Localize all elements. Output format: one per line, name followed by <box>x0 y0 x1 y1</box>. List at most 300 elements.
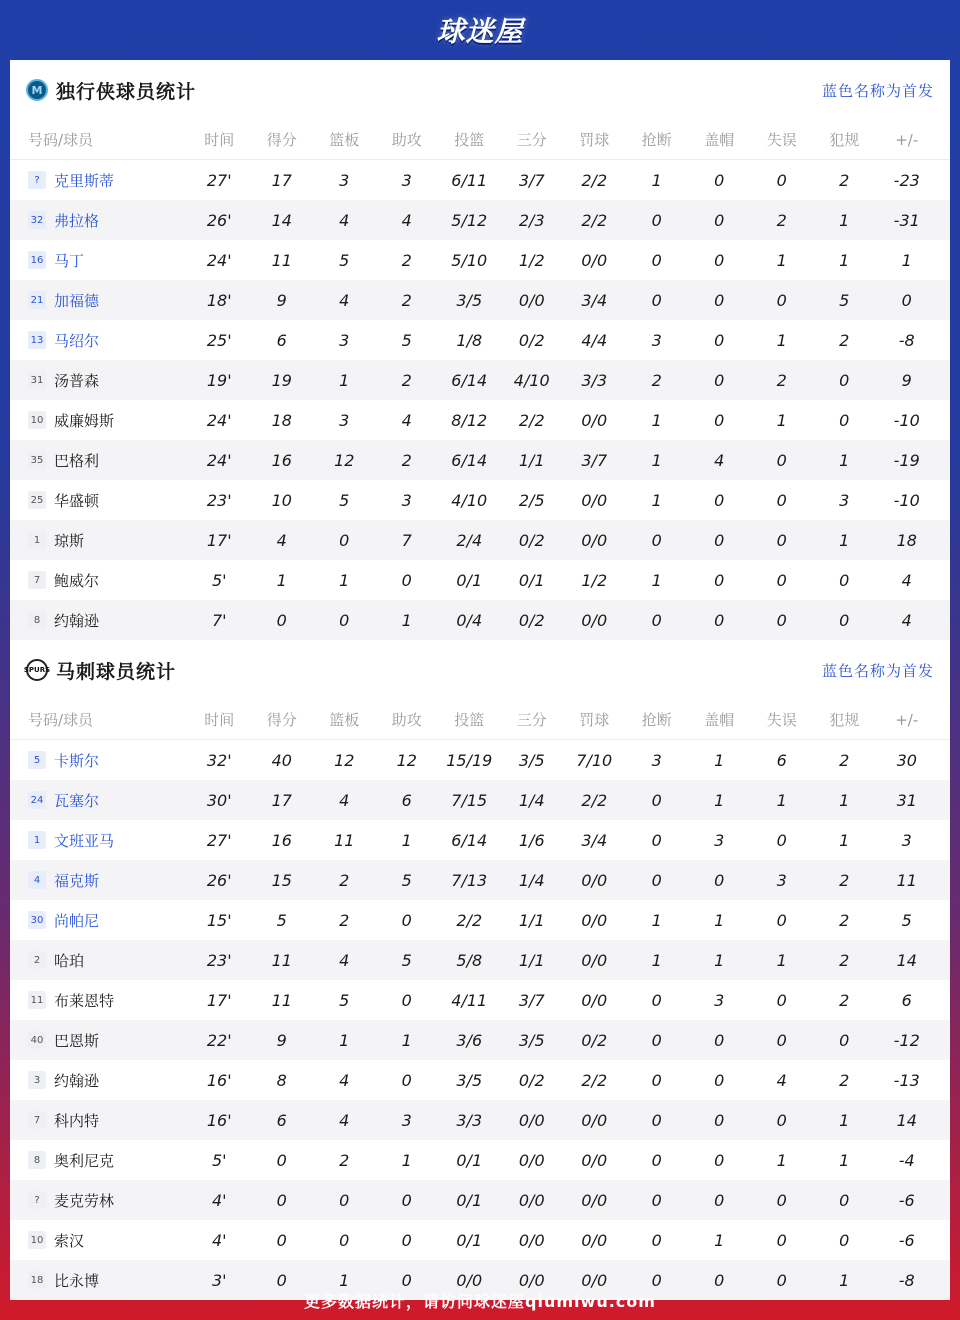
stat-cell: 4 <box>776 1070 787 1090</box>
stat-cell: 1 <box>339 1270 350 1290</box>
stat-cell: 0 <box>401 910 412 930</box>
player-name[interactable]: 华盛顿 <box>54 491 100 510</box>
stat-cell: 4 <box>339 950 350 970</box>
stat-cell: 18 <box>271 410 292 430</box>
stat-cell: 17 <box>271 170 292 190</box>
footer-banner <box>0 1280 960 1320</box>
stat-cell: 1 <box>776 790 787 810</box>
player-name[interactable]: 卡斯尔 <box>54 751 100 770</box>
stat-cell: -10 <box>893 490 920 510</box>
jersey-number-badge: 25 <box>28 491 46 509</box>
player-name[interactable]: 鲍威尔 <box>54 571 100 590</box>
stat-cell: 0 <box>339 530 350 550</box>
stat-cell: 17' <box>206 530 232 550</box>
stat-cell: 23' <box>206 490 232 510</box>
stat-cell: 3 <box>339 170 350 190</box>
stat-cell: 1/2 <box>518 250 545 270</box>
player-row[interactable] <box>10 520 950 560</box>
section-title: 独行侠球员统计 <box>56 80 197 103</box>
stat-cell: -13 <box>893 1070 920 1090</box>
stat-cell: 0/0 <box>581 1270 608 1290</box>
column-header: 三分 <box>516 131 547 149</box>
spurs-logo: SPURS <box>26 659 48 681</box>
stat-cell: 5 <box>401 330 412 350</box>
jersey-number-badge: 35 <box>28 451 46 469</box>
stat-cell: 6/14 <box>451 830 488 850</box>
stat-cell: 14 <box>271 210 292 230</box>
stat-cell: 3/4 <box>581 830 608 850</box>
jersey-number-badge: 24 <box>28 791 46 809</box>
stat-cell: 1 <box>651 490 662 510</box>
stat-cell: 8/12 <box>451 410 488 430</box>
stat-cell: 0 <box>651 530 662 550</box>
stat-cell: 0 <box>776 1270 787 1290</box>
stat-cell: 0/0 <box>518 1270 545 1290</box>
stat-cell: 3 <box>339 330 350 350</box>
stat-cell: 1/1 <box>518 950 545 970</box>
stat-cell: -23 <box>893 170 920 190</box>
stat-cell: 0 <box>651 990 662 1010</box>
column-header: 时间 <box>204 711 235 729</box>
brand-logo: 球迷屋 <box>436 15 524 48</box>
player-name[interactable]: 巴格利 <box>54 451 100 470</box>
player-row[interactable] <box>10 940 950 980</box>
stat-cell: 5 <box>339 990 350 1010</box>
player-row[interactable] <box>10 1060 950 1100</box>
stat-cell: 4 <box>714 450 725 470</box>
player-row[interactable] <box>10 900 950 940</box>
player-cell <box>10 790 188 811</box>
stat-cell: -8 <box>898 1270 915 1290</box>
player-row[interactable] <box>10 860 950 900</box>
jersey-number-badge: 8 <box>28 1151 46 1169</box>
stat-cell: 3 <box>401 1110 412 1130</box>
stat-cell: 5' <box>211 570 227 590</box>
stat-cell: 0 <box>276 1230 287 1250</box>
stat-cell: 0 <box>839 610 850 630</box>
stat-cell: 0 <box>651 1070 662 1090</box>
player-name[interactable]: 马绍尔 <box>54 331 100 350</box>
player-row[interactable] <box>10 280 950 320</box>
stat-cell: 10 <box>271 490 292 510</box>
player-name[interactable]: 加福德 <box>54 291 100 310</box>
column-header: 时间 <box>204 131 235 149</box>
player-cell <box>10 330 188 351</box>
stat-cell: 3 <box>401 490 412 510</box>
player-row[interactable] <box>10 360 950 400</box>
player-name[interactable]: 约翰逊 <box>54 1071 100 1090</box>
player-name[interactable]: 哈珀 <box>54 951 85 970</box>
stat-cell: 0/1 <box>456 1150 483 1170</box>
stat-cell: 0 <box>714 1270 725 1290</box>
section-title: 马刺球员统计 <box>56 660 177 683</box>
stat-cell: 3' <box>211 1270 227 1290</box>
stat-cell: 6/14 <box>451 450 488 470</box>
player-row[interactable] <box>10 1100 950 1140</box>
jersey-number-badge: 10 <box>28 411 46 429</box>
stat-cell: 2 <box>839 870 850 890</box>
player-name[interactable]: 比永博 <box>54 1271 100 1290</box>
section-title-wrap <box>23 657 177 684</box>
player-name[interactable]: 奥利尼克 <box>54 1151 115 1170</box>
stat-cell: -10 <box>893 410 920 430</box>
column-header: 罚球 <box>579 131 610 149</box>
player-cell <box>10 910 188 931</box>
player-name[interactable]: 琼斯 <box>54 531 85 550</box>
player-name[interactable]: 弗拉格 <box>54 211 100 230</box>
stat-cell: 2 <box>839 750 850 770</box>
stat-cell: 5 <box>276 910 287 930</box>
stat-cell: 1 <box>776 250 787 270</box>
player-cell <box>10 570 188 591</box>
stat-cell: 1/8 <box>456 330 483 350</box>
stat-cell: 19 <box>271 370 292 390</box>
stat-cell: 9 <box>276 1030 287 1050</box>
stat-cell: 0/0 <box>581 530 608 550</box>
stat-cell: 6 <box>276 330 287 350</box>
player-row[interactable] <box>10 480 950 520</box>
player-cell <box>10 530 188 551</box>
player-name[interactable]: 科内特 <box>54 1111 100 1130</box>
column-header: 篮板 <box>329 131 360 149</box>
column-header: +/- <box>895 130 919 149</box>
stat-cell: 6 <box>401 790 412 810</box>
stat-cell: 16 <box>271 450 292 470</box>
player-cell <box>10 1070 188 1091</box>
player-row[interactable] <box>10 440 950 480</box>
player-row[interactable] <box>10 1020 950 1060</box>
column-header: 投篮 <box>454 131 485 149</box>
player-cell <box>10 1190 188 1211</box>
starter-legend: 蓝色名称为首发 <box>821 661 934 680</box>
stat-cell: 2/4 <box>456 530 483 550</box>
stat-cell: 0 <box>276 1270 287 1290</box>
stat-cell: 1 <box>714 910 725 930</box>
stat-cell: 0 <box>776 530 787 550</box>
stat-cell: 2 <box>776 210 787 230</box>
stat-cell: 0 <box>276 610 287 630</box>
stat-cell: 18 <box>896 530 917 550</box>
stat-cell: 4/4 <box>581 330 608 350</box>
player-row[interactable] <box>10 980 950 1020</box>
player-cell <box>10 250 188 271</box>
table-header-row <box>10 120 950 160</box>
player-name[interactable]: 索汉 <box>54 1231 85 1250</box>
stat-cell: 0 <box>651 1270 662 1290</box>
player-row[interactable] <box>10 400 950 440</box>
stat-cell: 7/13 <box>451 870 488 890</box>
stat-cell: 24' <box>206 410 232 430</box>
player-cell <box>10 950 188 971</box>
stat-cell: 1 <box>839 530 850 550</box>
stat-cell: 0/2 <box>581 1030 608 1050</box>
stat-cell: 4 <box>901 570 912 590</box>
stat-cell: 0 <box>714 530 725 550</box>
stat-cell: 1 <box>839 210 850 230</box>
stat-cell: 1 <box>651 410 662 430</box>
stat-cell: 3/7 <box>518 170 545 190</box>
player-name[interactable]: 克里斯蒂 <box>54 171 115 190</box>
section-header <box>10 60 950 120</box>
stat-cell: 3 <box>901 830 912 850</box>
column-header: +/- <box>895 710 919 729</box>
player-cell <box>10 1110 188 1131</box>
player-cell <box>10 450 188 471</box>
stat-cell: 27' <box>206 830 232 850</box>
stat-cell: 0/1 <box>518 570 545 590</box>
stat-cell: 5' <box>211 1150 227 1170</box>
stat-cell: 0 <box>714 330 725 350</box>
column-header: 盖帽 <box>704 131 735 149</box>
stat-cell: 1 <box>651 910 662 930</box>
stat-cell: 1 <box>776 330 787 350</box>
stat-cell: 18' <box>206 290 232 310</box>
stat-cell: 31 <box>896 790 917 810</box>
stat-cell: 0 <box>776 1110 787 1130</box>
stat-cell: 3/5 <box>518 1030 545 1050</box>
stat-cell: 1 <box>401 610 412 630</box>
stat-cell: 4 <box>901 610 912 630</box>
jersey-number-badge: 32 <box>28 211 46 229</box>
column-header: 号码/球员 <box>28 131 94 149</box>
player-row[interactable] <box>10 1220 950 1260</box>
stat-cell: 5/12 <box>451 210 488 230</box>
jersey-number-badge: ? <box>28 171 46 189</box>
column-header: 失误 <box>766 131 797 149</box>
stat-cell: 0 <box>901 290 912 310</box>
stats-panel <box>10 60 950 1290</box>
mavericks-logo: M <box>26 79 48 101</box>
player-name[interactable]: 约翰逊 <box>54 611 100 630</box>
stat-cell: 5 <box>901 910 912 930</box>
stat-cell: 0 <box>714 1150 725 1170</box>
player-row[interactable] <box>10 820 950 860</box>
jersey-number-badge: 18 <box>28 1271 46 1289</box>
stat-cell: 2/2 <box>518 410 545 430</box>
stat-cell: 0 <box>714 370 725 390</box>
jersey-number-badge: 4 <box>28 871 46 889</box>
column-header: 抢断 <box>641 711 672 729</box>
player-cell <box>10 370 188 391</box>
stat-cell: 0/0 <box>581 1190 608 1210</box>
stat-cell: 1 <box>651 170 662 190</box>
stat-cell: 5 <box>401 950 412 970</box>
stat-cell: -8 <box>898 330 915 350</box>
stat-cell: 24' <box>206 450 232 470</box>
player-row[interactable] <box>10 740 950 780</box>
stat-cell: 3 <box>714 830 725 850</box>
stat-cell: 2 <box>776 370 787 390</box>
stat-cell: 0 <box>839 370 850 390</box>
jersey-number-badge: 11 <box>28 991 46 1009</box>
stat-cell: 1 <box>714 1230 725 1250</box>
column-header: 犯规 <box>829 131 860 149</box>
stat-cell: 0/0 <box>581 1150 608 1170</box>
stat-cell: 1 <box>901 250 912 270</box>
stat-cell: 1/4 <box>518 790 545 810</box>
stat-cell: 4 <box>276 530 287 550</box>
column-header: 罚球 <box>579 711 610 729</box>
stat-cell: 0/0 <box>581 1230 608 1250</box>
stat-cell: 0 <box>714 290 725 310</box>
stat-cell: -19 <box>893 450 920 470</box>
top-banner <box>0 0 960 60</box>
stat-cell: 1 <box>839 450 850 470</box>
player-row[interactable] <box>10 1140 950 1180</box>
player-row[interactable] <box>10 240 950 280</box>
stat-cell: 1/4 <box>518 870 545 890</box>
stat-cell: 2 <box>839 950 850 970</box>
player-name[interactable]: 麦克劳林 <box>54 1191 115 1210</box>
stat-cell: -6 <box>898 1190 915 1210</box>
jersey-number-badge: 2 <box>28 951 46 969</box>
player-name[interactable]: 巴恩斯 <box>54 1031 100 1050</box>
stat-cell: 0 <box>776 910 787 930</box>
stat-cell: 2/5 <box>518 490 545 510</box>
stat-cell: 11 <box>334 830 355 850</box>
player-row[interactable] <box>10 780 950 820</box>
stat-cell: 0 <box>776 170 787 190</box>
jersey-number-badge: 5 <box>28 751 46 769</box>
stat-cell: 0 <box>776 1230 787 1250</box>
player-row[interactable] <box>10 200 950 240</box>
stat-cell: 0 <box>651 1190 662 1210</box>
stat-cell: 0/0 <box>518 1190 545 1210</box>
stat-cell: 0 <box>651 210 662 230</box>
stat-cell: 1 <box>776 950 787 970</box>
player-row[interactable] <box>10 560 950 600</box>
stat-cell: 11 <box>271 990 292 1010</box>
stat-cell: 0 <box>714 1190 725 1210</box>
jersey-number-badge: 31 <box>28 371 46 389</box>
stat-cell: 0 <box>651 870 662 890</box>
stat-cell: 0/0 <box>581 870 608 890</box>
jersey-number-badge: 7 <box>28 1111 46 1129</box>
player-row[interactable] <box>10 320 950 360</box>
stat-cell: 1 <box>839 1110 850 1130</box>
stat-cell: 0 <box>339 610 350 630</box>
column-header: 犯规 <box>829 711 860 729</box>
stat-cell: 0 <box>401 1190 412 1210</box>
stat-cell: 0 <box>276 1150 287 1170</box>
stat-cell: 14 <box>896 1110 917 1130</box>
column-header: 投篮 <box>454 711 485 729</box>
stat-cell: 25' <box>206 330 232 350</box>
stat-cell: 0 <box>776 610 787 630</box>
player-name[interactable]: 马丁 <box>54 251 85 270</box>
stat-cell: 2/2 <box>581 170 608 190</box>
stat-cell: 5/8 <box>456 950 483 970</box>
stat-cell: 2 <box>401 450 412 470</box>
stat-cell: 0/0 <box>581 950 608 970</box>
stat-cell: 3/4 <box>581 290 608 310</box>
stat-cell: 16' <box>206 1110 232 1130</box>
stat-cell: 6 <box>901 990 912 1010</box>
stat-cell: 0 <box>651 790 662 810</box>
stat-cell: 3/6 <box>456 1030 483 1050</box>
player-name[interactable]: 文班亚马 <box>54 831 115 850</box>
stat-cell: 1 <box>839 830 850 850</box>
stat-cell: 5 <box>339 250 350 270</box>
player-name[interactable]: 瓦塞尔 <box>54 791 100 810</box>
stat-cell: 1 <box>839 1270 850 1290</box>
stat-cell: 2/2 <box>581 210 608 230</box>
stat-cell: 1 <box>714 950 725 970</box>
player-row[interactable] <box>10 600 950 640</box>
stat-cell: 1 <box>839 790 850 810</box>
stat-cell: 1 <box>401 830 412 850</box>
stat-cell: 3 <box>776 870 787 890</box>
stat-cell: 0/0 <box>518 1150 545 1170</box>
stat-cell: 2 <box>339 910 350 930</box>
stat-cell: 3/5 <box>518 750 545 770</box>
player-name[interactable]: 汤普森 <box>54 371 100 390</box>
player-row[interactable] <box>10 160 950 200</box>
stat-cell: 1 <box>651 570 662 590</box>
stat-cell: 0 <box>651 250 662 270</box>
stat-cell: 0 <box>339 1190 350 1210</box>
stat-cell: 0/0 <box>581 910 608 930</box>
stat-cell: 15/19 <box>446 750 493 770</box>
stat-cell: 14 <box>896 950 917 970</box>
stat-cell: 1 <box>339 1030 350 1050</box>
stat-cell: 19' <box>206 370 232 390</box>
column-header: 抢断 <box>641 131 672 149</box>
column-header: 失误 <box>766 711 797 729</box>
stat-cell: 26' <box>206 870 232 890</box>
stat-cell: 4' <box>211 1190 227 1210</box>
stat-cell: 0 <box>776 1190 787 1210</box>
stat-cell: 0/0 <box>518 1230 545 1250</box>
stat-cell: 11 <box>896 870 917 890</box>
column-header: 盖帽 <box>704 711 735 729</box>
stat-cell: 4 <box>401 210 412 230</box>
stat-cell: 1 <box>339 370 350 390</box>
stat-cell: 3 <box>651 750 662 770</box>
stat-cell: 3/3 <box>581 370 608 390</box>
stat-cell: 40 <box>271 750 292 770</box>
jersey-number-badge: 3 <box>28 1071 46 1089</box>
stat-cell: 32' <box>206 750 232 770</box>
stat-cell: 30' <box>206 790 232 810</box>
player-row[interactable] <box>10 1180 950 1220</box>
stat-cell: 1 <box>714 750 725 770</box>
section-header <box>10 640 950 700</box>
stat-cell: 4/10 <box>513 370 550 390</box>
player-name[interactable]: 威廉姆斯 <box>54 411 115 430</box>
stat-cell: 0/1 <box>456 570 483 590</box>
stat-cell: 9 <box>276 290 287 310</box>
stat-cell: 1/6 <box>518 830 545 850</box>
player-cell <box>10 990 188 1011</box>
player-name[interactable]: 福克斯 <box>54 871 100 890</box>
starter-legend: 蓝色名称为首发 <box>821 81 934 100</box>
stat-cell: 16 <box>271 830 292 850</box>
stat-cell: 15' <box>206 910 232 930</box>
player-name[interactable]: 尚帕尼 <box>54 911 100 930</box>
jersey-number-badge: ? <box>28 1191 46 1209</box>
stat-cell: 2/2 <box>581 790 608 810</box>
stat-cell: 1 <box>839 1150 850 1170</box>
player-name[interactable]: 布莱恩特 <box>54 991 115 1010</box>
stat-cell: 2 <box>839 170 850 190</box>
column-header: 号码/球员 <box>28 711 94 729</box>
stat-cell: 0 <box>651 1110 662 1130</box>
stat-cell: 0/2 <box>518 610 545 630</box>
stat-cell: 1/1 <box>518 910 545 930</box>
stat-cell: 1 <box>401 1150 412 1170</box>
stat-cell: 1/2 <box>581 570 608 590</box>
